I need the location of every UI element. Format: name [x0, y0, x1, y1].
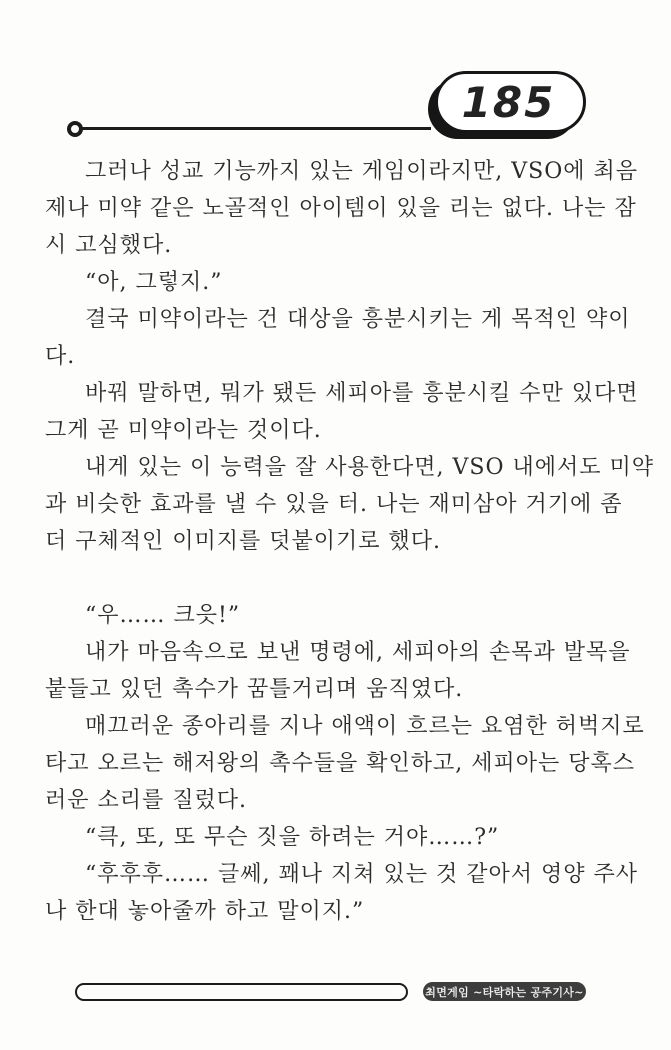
text-line: 바꿔 말하면, 뭐가 됐든 세피아를 흥분시킬 수만 있다면	[85, 381, 639, 406]
header-rule-line	[81, 127, 431, 130]
body-text	[45, 153, 654, 930]
text-line: 더 구체적인 이미지를 덧붙이기로 했다.	[45, 529, 441, 554]
text-line: 그러나 성교 기능까지 있는 게임이라지만, VSO에 최음	[85, 159, 638, 184]
text-line: “큭, 또, 또 무슨 짓을 하려는 거야……?”	[85, 825, 500, 850]
footer-empty-pill	[75, 983, 408, 1001]
text-line: 러운 소리를 질렀다.	[45, 788, 247, 813]
text-line: 내게 있는 이 능력을 잘 사용한다면, VSO 내에서도 미약	[85, 455, 654, 480]
text-line: 매끄러운 종아리를 지나 애액이 흐르는 요염한 허벅지로	[85, 714, 645, 739]
text-line: 다.	[45, 344, 76, 369]
text-line: 나 한대 놓아줄까 하고 말이지.”	[45, 899, 365, 924]
text-line: 내가 마음속으로 보낸 명령에, 세피아의 손목과 발목을	[85, 640, 631, 665]
text-line: 제나 미약 같은 노골적인 아이템이 있을 리는 없다. 나는 잠	[45, 196, 637, 221]
book-title: 최면게임 ~타락하는 공주기사~	[425, 985, 584, 999]
text-line: 과 비슷한 효과를 낼 수 있을 터. 나는 재미삼아 거기에 좀	[45, 492, 623, 517]
text-line: “아, 그렇지.”	[85, 270, 223, 295]
page-number-capsule	[435, 71, 586, 133]
footer-title-pill	[423, 982, 586, 1001]
text-line: 타고 오르는 해저왕의 촉수들을 확인하고, 세피아는 당혹스	[45, 751, 636, 776]
text-line: 붙들고 있던 촉수가 꿈틀거리며 움직였다.	[45, 677, 464, 702]
scene-break-spacer	[45, 560, 630, 597]
text-line: 그게 곧 미약이라는 것이다.	[45, 418, 322, 443]
text-line: 결국 미약이라는 건 대상을 흥분시키는 게 목적인 약이	[85, 307, 631, 332]
text-line: “후후후…… 글쎄, 꽤나 지쳐 있는 것 같아서 영양 주사	[85, 862, 638, 887]
text-line: “우…… 크읏!”	[85, 603, 241, 628]
text-line: 시 고심했다.	[45, 233, 173, 258]
page-number: 185	[461, 77, 556, 127]
